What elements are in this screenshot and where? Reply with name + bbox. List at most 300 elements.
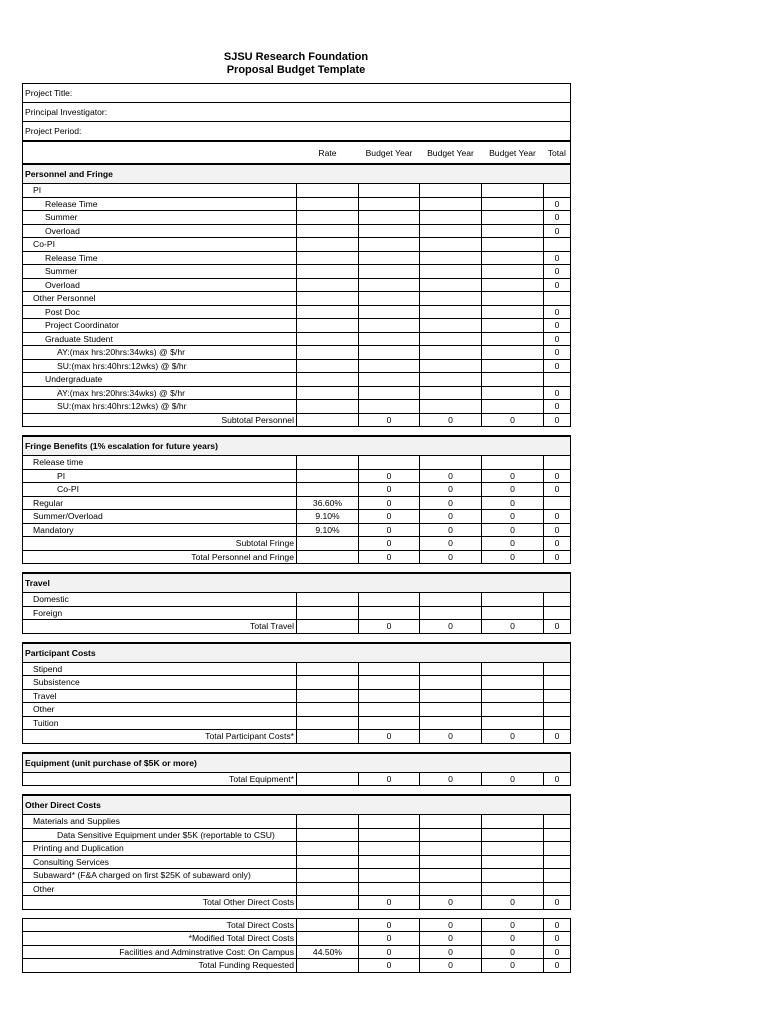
section-title: Travel — [23, 573, 571, 593]
line-item-row — [23, 716, 571, 730]
budget-year-cell[interactable] — [482, 224, 544, 238]
budget-year-cell[interactable]: 0 — [420, 896, 482, 910]
budget-table — [22, 83, 571, 973]
total-row — [23, 932, 571, 946]
total-cell[interactable] — [544, 676, 571, 690]
total-cell[interactable] — [544, 815, 571, 829]
budget-year-cell[interactable]: 0 — [482, 932, 544, 946]
total-cell[interactable]: 0 — [544, 211, 571, 225]
budget-year-cell[interactable]: 0 — [359, 496, 420, 510]
budget-year-cell[interactable] — [482, 828, 544, 842]
column-header: Budget Year — [420, 141, 482, 164]
spacer-cell — [23, 743, 571, 753]
budget-year-cell[interactable]: 0 — [359, 510, 420, 524]
rate-cell[interactable] — [297, 346, 359, 360]
budget-year-cell[interactable]: 0 — [359, 932, 420, 946]
budget-year-cell[interactable]: 0 — [359, 959, 420, 973]
total-cell[interactable] — [544, 456, 571, 470]
spacer-row — [23, 564, 571, 574]
project-field-row[interactable] — [23, 103, 571, 122]
rate-cell[interactable] — [297, 855, 359, 869]
row-label: Total Funding Requested — [23, 959, 297, 973]
row-label: Release Time — [23, 197, 297, 211]
line-item-row — [23, 373, 571, 387]
total-cell[interactable]: 0 — [544, 510, 571, 524]
budget-year-cell[interactable]: 0 — [359, 730, 420, 744]
budget-year-cell[interactable] — [420, 593, 482, 607]
budget-year-cell[interactable] — [420, 869, 482, 883]
budget-year-cell[interactable]: 0 — [482, 945, 544, 959]
total-cell[interactable]: 0 — [544, 918, 571, 932]
budget-year-cell[interactable] — [420, 400, 482, 414]
total-cell[interactable]: 0 — [544, 319, 571, 333]
budget-year-cell[interactable] — [482, 855, 544, 869]
budget-year-cell[interactable] — [359, 689, 420, 703]
line-item-row — [23, 292, 571, 306]
rate-cell[interactable] — [297, 620, 359, 634]
budget-year-cell[interactable] — [420, 662, 482, 676]
rate-cell[interactable] — [297, 319, 359, 333]
rate-cell[interactable] — [297, 676, 359, 690]
rate-cell[interactable]: 9.10% — [297, 523, 359, 537]
budget-year-cell[interactable] — [420, 238, 482, 252]
row-label: Total Direct Costs — [23, 918, 297, 932]
rate-cell[interactable] — [297, 918, 359, 932]
row-label: *Modified Total Direct Costs — [23, 932, 297, 946]
total-cell[interactable]: 0 — [544, 483, 571, 497]
line-item-row — [23, 662, 571, 676]
budget-year-cell[interactable] — [359, 855, 420, 869]
budget-year-cell[interactable] — [420, 251, 482, 265]
budget-year-cell[interactable]: 0 — [420, 483, 482, 497]
line-item-row — [23, 828, 571, 842]
rate-cell[interactable] — [297, 400, 359, 414]
budget-year-cell[interactable] — [359, 400, 420, 414]
line-item-row — [23, 319, 571, 333]
line-item-row — [23, 593, 571, 607]
budget-year-cell[interactable] — [482, 716, 544, 730]
budget-year-cell[interactable] — [482, 842, 544, 856]
rate-cell[interactable] — [297, 265, 359, 279]
rate-cell[interactable] — [297, 278, 359, 292]
budget-year-cell[interactable] — [359, 346, 420, 360]
budget-year-cell[interactable] — [482, 703, 544, 717]
budget-year-cell[interactable] — [359, 386, 420, 400]
rate-cell[interactable] — [297, 386, 359, 400]
spacer-row — [23, 427, 571, 437]
budget-year-cell[interactable] — [482, 265, 544, 279]
budget-year-cell[interactable] — [420, 882, 482, 896]
budget-year-cell[interactable] — [482, 211, 544, 225]
budget-year-cell[interactable]: 0 — [482, 523, 544, 537]
budget-year-cell[interactable] — [420, 292, 482, 306]
budget-year-cell[interactable] — [482, 292, 544, 306]
section-title: Participant Costs — [23, 643, 571, 663]
budget-year-cell[interactable] — [420, 373, 482, 387]
total-cell[interactable]: 0 — [544, 265, 571, 279]
row-label: Subsistence — [23, 676, 297, 690]
rate-cell[interactable] — [297, 456, 359, 470]
project-field-row[interactable] — [23, 84, 571, 103]
budget-year-cell[interactable] — [420, 676, 482, 690]
budget-year-cell[interactable]: 0 — [420, 945, 482, 959]
budget-year-cell[interactable] — [420, 265, 482, 279]
budget-year-cell[interactable] — [482, 386, 544, 400]
line-item-row — [23, 278, 571, 292]
budget-year-cell[interactable]: 0 — [482, 469, 544, 483]
budget-year-cell[interactable] — [420, 197, 482, 211]
total-cell[interactable]: 0 — [544, 278, 571, 292]
row-label: Project Coordinator — [23, 319, 297, 333]
rate-cell[interactable] — [297, 730, 359, 744]
rate-cell[interactable] — [297, 593, 359, 607]
total-cell[interactable] — [544, 593, 571, 607]
budget-year-cell[interactable] — [482, 305, 544, 319]
rate-cell[interactable] — [297, 251, 359, 265]
rate-cell[interactable] — [297, 359, 359, 373]
budget-year-cell[interactable]: 0 — [482, 496, 544, 510]
budget-year-cell[interactable] — [359, 828, 420, 842]
project-field-label[interactable]: Principal Investigator: — [23, 103, 571, 122]
budget-year-cell[interactable] — [420, 319, 482, 333]
budget-year-cell[interactable]: 0 — [482, 550, 544, 564]
budget-year-cell[interactable] — [482, 332, 544, 346]
budget-year-cell[interactable] — [482, 238, 544, 252]
section-title: Personnel and Fringe — [23, 164, 571, 184]
rate-cell[interactable] — [297, 606, 359, 620]
budget-year-cell[interactable] — [420, 689, 482, 703]
budget-year-cell[interactable]: 0 — [359, 918, 420, 932]
project-field-label[interactable]: Project Period: — [23, 122, 571, 142]
budget-year-cell[interactable] — [359, 184, 420, 198]
budget-year-cell[interactable] — [420, 332, 482, 346]
budget-year-cell[interactable]: 0 — [359, 550, 420, 564]
total-cell[interactable] — [544, 869, 571, 883]
rate-cell[interactable] — [297, 842, 359, 856]
budget-year-cell[interactable] — [482, 815, 544, 829]
total-row — [23, 730, 571, 744]
rate-cell[interactable] — [297, 238, 359, 252]
total-cell[interactable]: 0 — [544, 224, 571, 238]
section-header — [23, 436, 571, 456]
total-cell[interactable]: 0 — [544, 896, 571, 910]
total-cell[interactable] — [544, 716, 571, 730]
budget-year-cell[interactable]: 0 — [420, 730, 482, 744]
row-label: Stipend — [23, 662, 297, 676]
total-cell[interactable] — [544, 703, 571, 717]
rate-cell[interactable] — [297, 211, 359, 225]
total-cell[interactable]: 0 — [544, 772, 571, 786]
budget-year-cell[interactable]: 0 — [420, 510, 482, 524]
total-cell[interactable] — [544, 828, 571, 842]
budget-year-cell[interactable]: 0 — [359, 896, 420, 910]
rate-cell[interactable]: 36.60% — [297, 496, 359, 510]
budget-year-cell[interactable] — [359, 332, 420, 346]
budget-year-cell[interactable] — [420, 842, 482, 856]
total-cell[interactable]: 0 — [544, 197, 571, 211]
budget-year-cell[interactable]: 0 — [482, 772, 544, 786]
total-cell[interactable]: 0 — [544, 251, 571, 265]
budget-year-cell[interactable] — [420, 224, 482, 238]
budget-year-cell[interactable] — [482, 346, 544, 360]
total-cell[interactable]: 0 — [544, 932, 571, 946]
budget-year-cell[interactable] — [359, 251, 420, 265]
line-item-row — [23, 359, 571, 373]
budget-year-cell[interactable] — [420, 346, 482, 360]
total-cell[interactable] — [544, 184, 571, 198]
budget-year-cell[interactable] — [482, 593, 544, 607]
rate-cell[interactable] — [297, 772, 359, 786]
total-row — [23, 945, 571, 959]
row-label: Facilities and Adminstrative Cost: On Campus — [23, 945, 297, 959]
rate-cell[interactable] — [297, 184, 359, 198]
total-cell[interactable] — [544, 238, 571, 252]
budget-year-cell[interactable] — [359, 224, 420, 238]
row-label: Graduate Student — [23, 332, 297, 346]
row-label: Total Participant Costs* — [23, 730, 297, 744]
budget-year-cell[interactable]: 0 — [482, 483, 544, 497]
budget-year-cell[interactable]: 0 — [359, 945, 420, 959]
row-label: PI — [23, 184, 297, 198]
project-field-label[interactable]: Project Title: — [23, 84, 571, 103]
budget-year-cell[interactable]: 0 — [420, 550, 482, 564]
budget-year-cell[interactable] — [420, 359, 482, 373]
total-cell[interactable]: 0 — [544, 959, 571, 973]
rate-cell[interactable] — [297, 413, 359, 427]
budget-year-cell[interactable] — [420, 716, 482, 730]
rate-cell[interactable] — [297, 197, 359, 211]
budget-year-cell[interactable]: 0 — [482, 959, 544, 973]
budget-year-cell[interactable]: 0 — [420, 918, 482, 932]
section-header — [23, 795, 571, 815]
rate-cell[interactable] — [297, 305, 359, 319]
budget-year-cell[interactable]: 0 — [482, 620, 544, 634]
budget-year-cell[interactable] — [359, 373, 420, 387]
rate-cell[interactable] — [297, 932, 359, 946]
spacer-row — [23, 743, 571, 753]
budget-year-cell[interactable] — [420, 703, 482, 717]
budget-year-cell[interactable] — [420, 828, 482, 842]
budget-year-cell[interactable]: 0 — [359, 620, 420, 634]
rate-cell[interactable] — [297, 483, 359, 497]
spacer-cell — [23, 786, 571, 796]
column-header: Budget Year — [359, 141, 420, 164]
budget-year-cell[interactable] — [420, 456, 482, 470]
rate-cell[interactable]: 44.50% — [297, 945, 359, 959]
budget-year-cell[interactable] — [420, 184, 482, 198]
budget-year-cell[interactable] — [359, 456, 420, 470]
rate-cell[interactable] — [297, 224, 359, 238]
project-field-row[interactable] — [23, 122, 571, 142]
budget-year-cell[interactable] — [420, 815, 482, 829]
budget-year-cell[interactable]: 0 — [420, 523, 482, 537]
budget-year-cell[interactable] — [359, 676, 420, 690]
budget-year-cell[interactable] — [359, 292, 420, 306]
total-cell[interactable] — [544, 855, 571, 869]
budget-year-cell[interactable] — [482, 400, 544, 414]
budget-year-cell[interactable] — [359, 815, 420, 829]
budget-year-cell[interactable] — [359, 882, 420, 896]
line-item-row — [23, 496, 571, 510]
budget-year-cell[interactable]: 0 — [482, 896, 544, 910]
line-item-row — [23, 305, 571, 319]
budget-year-cell[interactable] — [482, 359, 544, 373]
total-cell[interactable] — [544, 662, 571, 676]
budget-year-cell[interactable] — [482, 662, 544, 676]
budget-year-cell[interactable] — [482, 882, 544, 896]
budget-year-cell[interactable]: 0 — [359, 772, 420, 786]
budget-year-cell[interactable]: 0 — [359, 469, 420, 483]
line-item-row — [23, 815, 571, 829]
total-cell[interactable]: 0 — [544, 730, 571, 744]
total-cell[interactable]: 0 — [544, 346, 571, 360]
budget-year-cell[interactable] — [359, 278, 420, 292]
rate-cell[interactable] — [297, 292, 359, 306]
budget-year-cell[interactable] — [359, 319, 420, 333]
rate-cell[interactable] — [297, 689, 359, 703]
budget-year-cell[interactable] — [482, 251, 544, 265]
budget-year-cell[interactable]: 0 — [482, 510, 544, 524]
line-item-row — [23, 184, 571, 198]
budget-year-cell[interactable]: 0 — [420, 413, 482, 427]
budget-year-cell[interactable] — [420, 386, 482, 400]
budget-year-cell[interactable]: 0 — [420, 959, 482, 973]
section-header — [23, 164, 571, 184]
total-cell[interactable]: 0 — [544, 305, 571, 319]
total-cell[interactable]: 0 — [544, 400, 571, 414]
total-cell[interactable]: 0 — [544, 523, 571, 537]
total-cell[interactable] — [544, 292, 571, 306]
budget-year-cell[interactable]: 0 — [359, 523, 420, 537]
budget-year-cell[interactable] — [482, 676, 544, 690]
budget-year-cell[interactable] — [482, 278, 544, 292]
total-cell[interactable]: 0 — [544, 550, 571, 564]
rate-cell[interactable] — [297, 537, 359, 551]
spacer-cell — [23, 564, 571, 574]
total-cell[interactable] — [544, 496, 571, 510]
budget-year-cell[interactable] — [359, 211, 420, 225]
budget-year-cell[interactable]: 0 — [359, 483, 420, 497]
rate-cell[interactable] — [297, 332, 359, 346]
budget-year-cell[interactable] — [359, 359, 420, 373]
budget-year-cell[interactable] — [359, 842, 420, 856]
total-cell[interactable]: 0 — [544, 359, 571, 373]
total-cell[interactable]: 0 — [544, 469, 571, 483]
rate-cell[interactable] — [297, 716, 359, 730]
budget-year-cell[interactable]: 0 — [359, 537, 420, 551]
total-cell[interactable]: 0 — [544, 413, 571, 427]
section-header — [23, 573, 571, 593]
budget-year-cell[interactable] — [482, 689, 544, 703]
budget-year-cell[interactable] — [482, 373, 544, 387]
budget-year-cell[interactable]: 0 — [420, 772, 482, 786]
budget-year-cell[interactable] — [359, 716, 420, 730]
rate-cell[interactable] — [297, 882, 359, 896]
budget-year-cell[interactable] — [359, 606, 420, 620]
total-cell[interactable] — [544, 689, 571, 703]
total-cell[interactable] — [544, 882, 571, 896]
total-cell[interactable]: 0 — [544, 945, 571, 959]
budget-year-cell[interactable]: 0 — [420, 537, 482, 551]
total-cell[interactable]: 0 — [544, 620, 571, 634]
budget-year-cell[interactable] — [359, 197, 420, 211]
budget-year-cell[interactable]: 0 — [420, 469, 482, 483]
rate-cell[interactable] — [297, 469, 359, 483]
total-cell[interactable]: 0 — [544, 386, 571, 400]
spacer-row — [23, 786, 571, 796]
total-cell[interactable] — [544, 373, 571, 387]
budget-year-cell[interactable] — [482, 606, 544, 620]
budget-year-cell[interactable] — [359, 593, 420, 607]
line-item-row — [23, 224, 571, 238]
budget-year-cell[interactable] — [482, 319, 544, 333]
budget-year-cell[interactable]: 0 — [420, 932, 482, 946]
row-label: Subtotal Fringe — [23, 537, 297, 551]
column-header: Rate — [297, 141, 359, 164]
rate-cell[interactable] — [297, 828, 359, 842]
total-cell[interactable] — [544, 842, 571, 856]
budget-year-cell[interactable] — [420, 211, 482, 225]
row-label: Other — [23, 703, 297, 717]
line-item-row — [23, 400, 571, 414]
budget-year-cell[interactable] — [359, 305, 420, 319]
budget-year-cell[interactable] — [359, 703, 420, 717]
line-item-row — [23, 238, 571, 252]
rate-cell[interactable] — [297, 662, 359, 676]
rate-cell[interactable] — [297, 896, 359, 910]
row-label: Post Doc — [23, 305, 297, 319]
budget-year-cell[interactable] — [359, 662, 420, 676]
rate-cell[interactable]: 9.10% — [297, 510, 359, 524]
total-row — [23, 896, 571, 910]
rate-cell[interactable] — [297, 869, 359, 883]
total-cell[interactable] — [544, 606, 571, 620]
budget-year-cell[interactable] — [420, 305, 482, 319]
budget-year-cell[interactable]: 0 — [420, 496, 482, 510]
budget-year-cell[interactable]: 0 — [482, 413, 544, 427]
rate-cell[interactable] — [297, 703, 359, 717]
rate-cell[interactable] — [297, 815, 359, 829]
row-label: Total Travel — [23, 620, 297, 634]
budget-year-cell[interactable]: 0 — [482, 537, 544, 551]
budget-year-cell[interactable] — [359, 265, 420, 279]
budget-year-cell[interactable] — [420, 278, 482, 292]
budget-year-cell[interactable] — [420, 855, 482, 869]
rate-cell[interactable] — [297, 550, 359, 564]
budget-year-cell[interactable]: 0 — [359, 413, 420, 427]
budget-year-cell[interactable]: 0 — [482, 918, 544, 932]
budget-year-cell[interactable]: 0 — [420, 620, 482, 634]
budget-year-cell[interactable] — [482, 184, 544, 198]
budget-year-cell[interactable] — [359, 869, 420, 883]
budget-year-cell[interactable] — [420, 606, 482, 620]
budget-year-cell[interactable]: 0 — [482, 730, 544, 744]
budget-year-cell[interactable] — [359, 238, 420, 252]
row-label: Undergraduate — [23, 373, 297, 387]
total-cell[interactable]: 0 — [544, 537, 571, 551]
section-header — [23, 643, 571, 663]
rate-cell[interactable] — [297, 373, 359, 387]
budget-year-cell[interactable] — [482, 456, 544, 470]
section-title: Other Direct Costs — [23, 795, 571, 815]
budget-year-cell[interactable] — [482, 869, 544, 883]
document-title: SJSU Research Foundation — [223, 51, 369, 63]
budget-year-cell[interactable] — [482, 197, 544, 211]
rate-cell[interactable] — [297, 959, 359, 973]
spacer-cell — [23, 633, 571, 643]
total-cell[interactable]: 0 — [544, 332, 571, 346]
line-item-row — [23, 469, 571, 483]
